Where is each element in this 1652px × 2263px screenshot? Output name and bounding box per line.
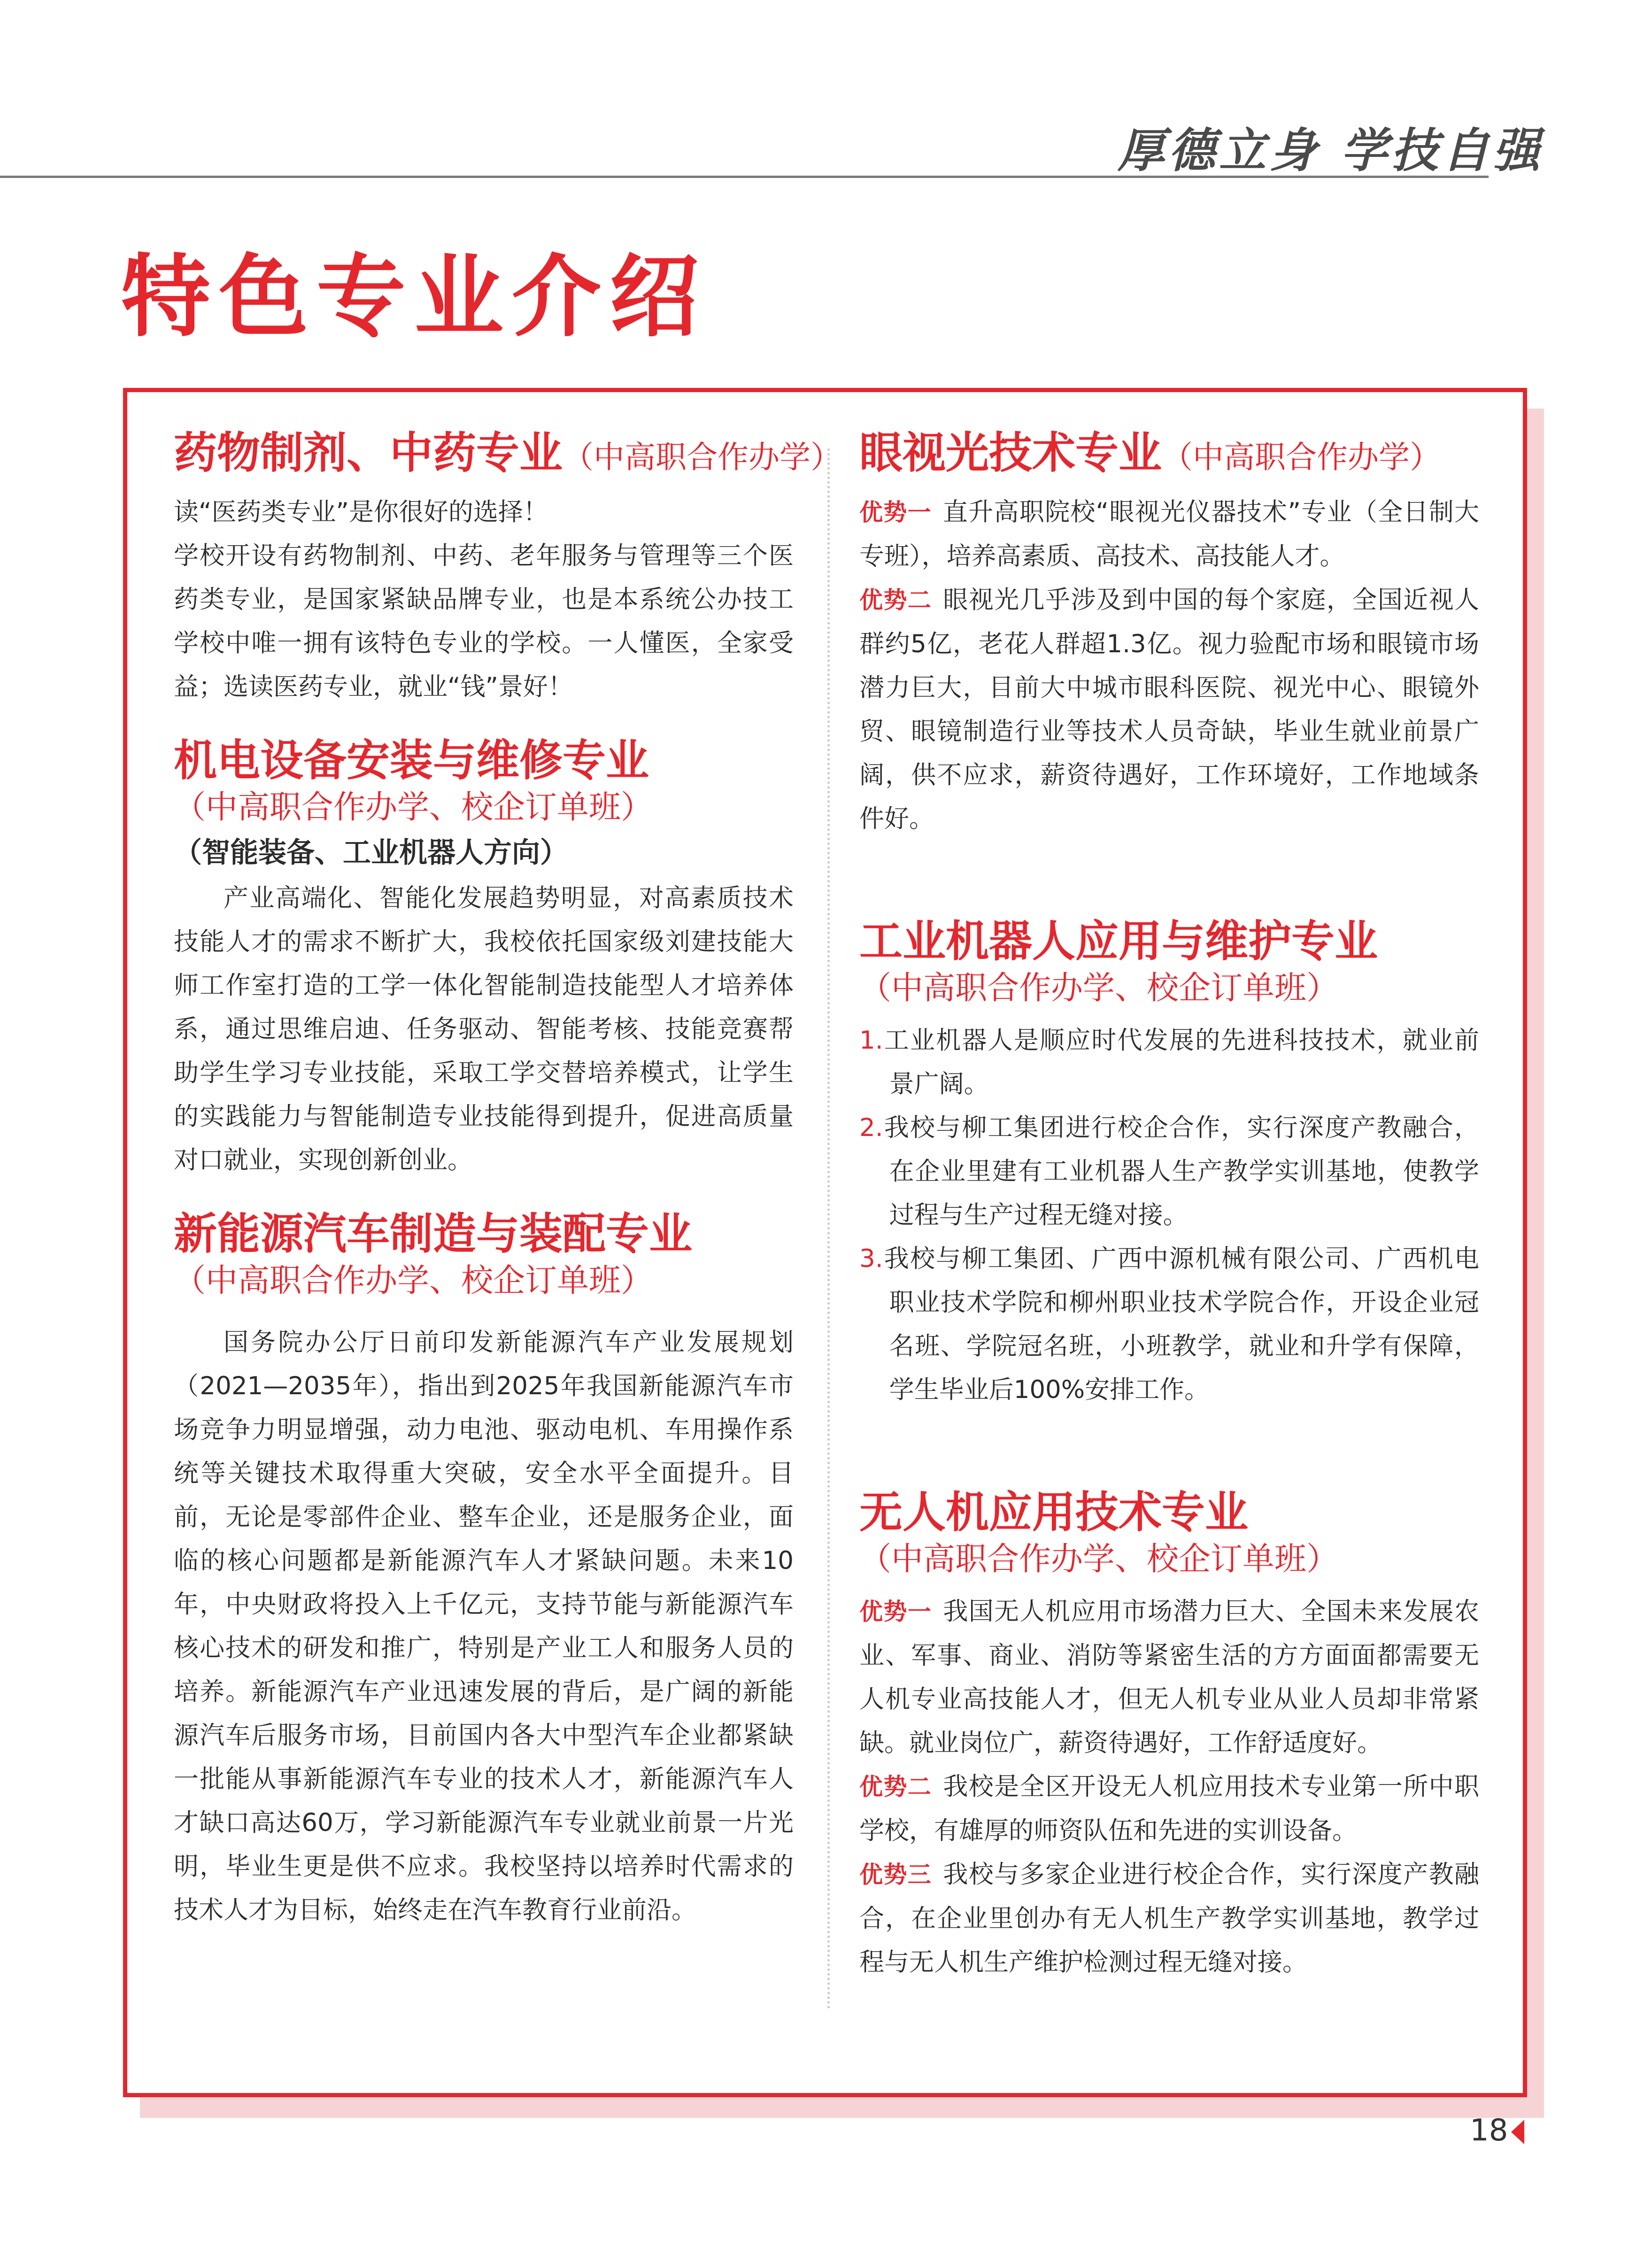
paragraph: 产业高端化、智能化发展趋势明显，对高素质技术技能人才的需求不断扩大，我校依托国家级刘建技能大师工作室打造的工学一体化智能制造技能型人才培养体系，通过思维启迪、任务驱动、智能考核、技能竞赛帮助学生学习专业技能，采取工学交替培养模式，让学生的实践能力与智能制造专业技能得到提升，促进高质量对口就业，实现创新创业。 [174, 884, 794, 1175]
advantage-label: 优势二 [859, 1773, 932, 1800]
section-subtitle: （中高职合作办学、校企订单班） [174, 1262, 653, 1299]
advantage-item [859, 1765, 1479, 1853]
left-column [174, 427, 842, 1932]
paragraph: 国务院办公厅日前印发新能源汽车产业发展规划（2021—2035年），指出到2025年我国新能源汽车市场竞争力明显增强，动力电池、驱动电机、车用操作系统等关键技术取得重大突破，安全水平全面提升。目前，无论是零部件企业、整车企业，还是服务企业，面临的核心问题都是新能源汽车人才紧缺问题。未来10年，中央财政将投入上千亿元，支持节能与新能源汽车核心技术的研发和推广，特别是产业工人和服务人员的培养。新能源汽车产业迅速发展的背后，是广阔的新能源汽车后服务市场，目前国内各大中型汽车企业都紧缺一批能从事新能源汽车专业的技术人才，新能源汽车人才缺口高达60万，学习新能源汽车专业就业前景一片光明，毕业生更是供不应求。我校坚持以培养时代需求的技术人才为目标，始终走在汽车教育行业前沿。 [174, 1328, 794, 1924]
page-title: 特色专业介绍 [121, 245, 708, 349]
section-note: （中高职合作办学） [563, 439, 842, 475]
right-column [859, 427, 1479, 1984]
section-title-drone: 无人机应用技术专业 [859, 1487, 1249, 1538]
advantage-text: 我国无人机应用市场潜力巨大、全国未来发展农业、军事、商业、消防等紧密生活的方方面面都需要无人机专业高技能人才，但无人机专业从业人员却非常紧缺。就业岗位广，薪资待遇好，工作舒适度好。 [859, 1597, 1480, 1757]
advantage-item [859, 1853, 1479, 1984]
item-number: 2. [859, 1113, 883, 1143]
section-note: （中高职合作办学） [1162, 439, 1441, 475]
item-text: 我校与柳工集团进行校企合作，实行深度产教融合，在企业里建有工业机器人生产教学实训基地，使教学过程与生产过程无缝对接。 [883, 1113, 1479, 1230]
item-text: 我校与柳工集团、广西中源机械有限公司、广西机电职业技术学院和柳州职业技术学院合作，开设企业冠名班、学院冠名班，小班教学，就业和升学有保障，学生毕业后100%安排工作。 [883, 1244, 1479, 1405]
numbered-item [859, 1237, 1479, 1412]
advantage-label: 优势二 [859, 587, 932, 614]
advantage-text: 直升高职院校“眼视光仪器技术”专业（全日制大专班），培养高素质、高技术、高技能人才。 [859, 498, 1479, 571]
advantage-label: 优势一 [859, 499, 932, 526]
column-divider [827, 448, 830, 2010]
section-title-electromechanical: 机电设备安装与维修专业 [174, 735, 649, 786]
advantage-item [859, 1590, 1479, 1765]
slogan: 厚德立身 学技自强 [1118, 123, 1544, 178]
paragraph: 读“医药类专业”是你很好的选择！ [174, 498, 548, 527]
paragraph: 学校开设有药物制剂、中药、老年服务与管理等三个医药类专业，是国家紧缺品牌专业，也是本系统公办技工学校中唯一拥有该特色专业的学校。一人懂医，全家受益；选读医药专业，就业“钱”景好！ [174, 541, 794, 702]
section-title-new-energy-vehicle: 新能源汽车制造与装配专业 [174, 1209, 693, 1259]
page-number: 18 [1470, 2113, 1508, 2148]
section-subtitle: （中高职合作办学、校企订单班） [174, 788, 653, 826]
advantage-label: 优势一 [859, 1598, 932, 1625]
advantage-item [859, 490, 1479, 578]
section-direction: （智能装备、工业机器人方向） [174, 836, 568, 870]
section-title-pharmacy [174, 427, 842, 479]
page-marker-triangle-icon [1511, 2120, 1524, 2144]
item-text: 工业机器人是顺应时代发展的先进科技技术，就业前景广阔。 [883, 1026, 1479, 1099]
advantage-text: 眼视光几乎涉及到中国的每个家庭，全国近视人群约5亿，老花人群超1.3亿。视力验配市场和眼镜市场潜力巨大，目前大中城市眼科医院、视光中心、眼镜外贸、眼镜制造行业等技术人员奇缺，毕业生就业前景广阔，供不应求，薪资待遇好，工作环境好，工作地域条件好。 [859, 586, 1480, 834]
section-subtitle: （中高职合作办学、校企订单班） [859, 1540, 1339, 1578]
advantage-text: 我校是全区开设无人机应用技术专业第一所中职学校，有雄厚的师资队伍和先进的实训设备。 [859, 1772, 1480, 1845]
section-title-text: 眼视光技术专业 [859, 428, 1162, 478]
section-title-text: 药物制剂、中药专业 [174, 428, 563, 478]
advantage-text: 我校与多家企业进行校企合作，实行深度产教融合，在企业里创办有无人机生产教学实训基地，教学过程与无人机生产维护检测过程无缝对接。 [859, 1860, 1480, 1977]
numbered-item [859, 1106, 1479, 1237]
advantage-item [859, 578, 1479, 841]
item-number: 3. [859, 1244, 883, 1274]
advantage-label: 优势三 [859, 1861, 932, 1888]
section-subtitle: （中高职合作办学、校企订单班） [859, 969, 1339, 1007]
section-title-optometry [859, 427, 1479, 479]
item-number: 1. [859, 1026, 883, 1055]
numbered-item [859, 1019, 1479, 1106]
section-title-industrial-robot: 工业机器人应用与维护专业 [859, 916, 1378, 967]
